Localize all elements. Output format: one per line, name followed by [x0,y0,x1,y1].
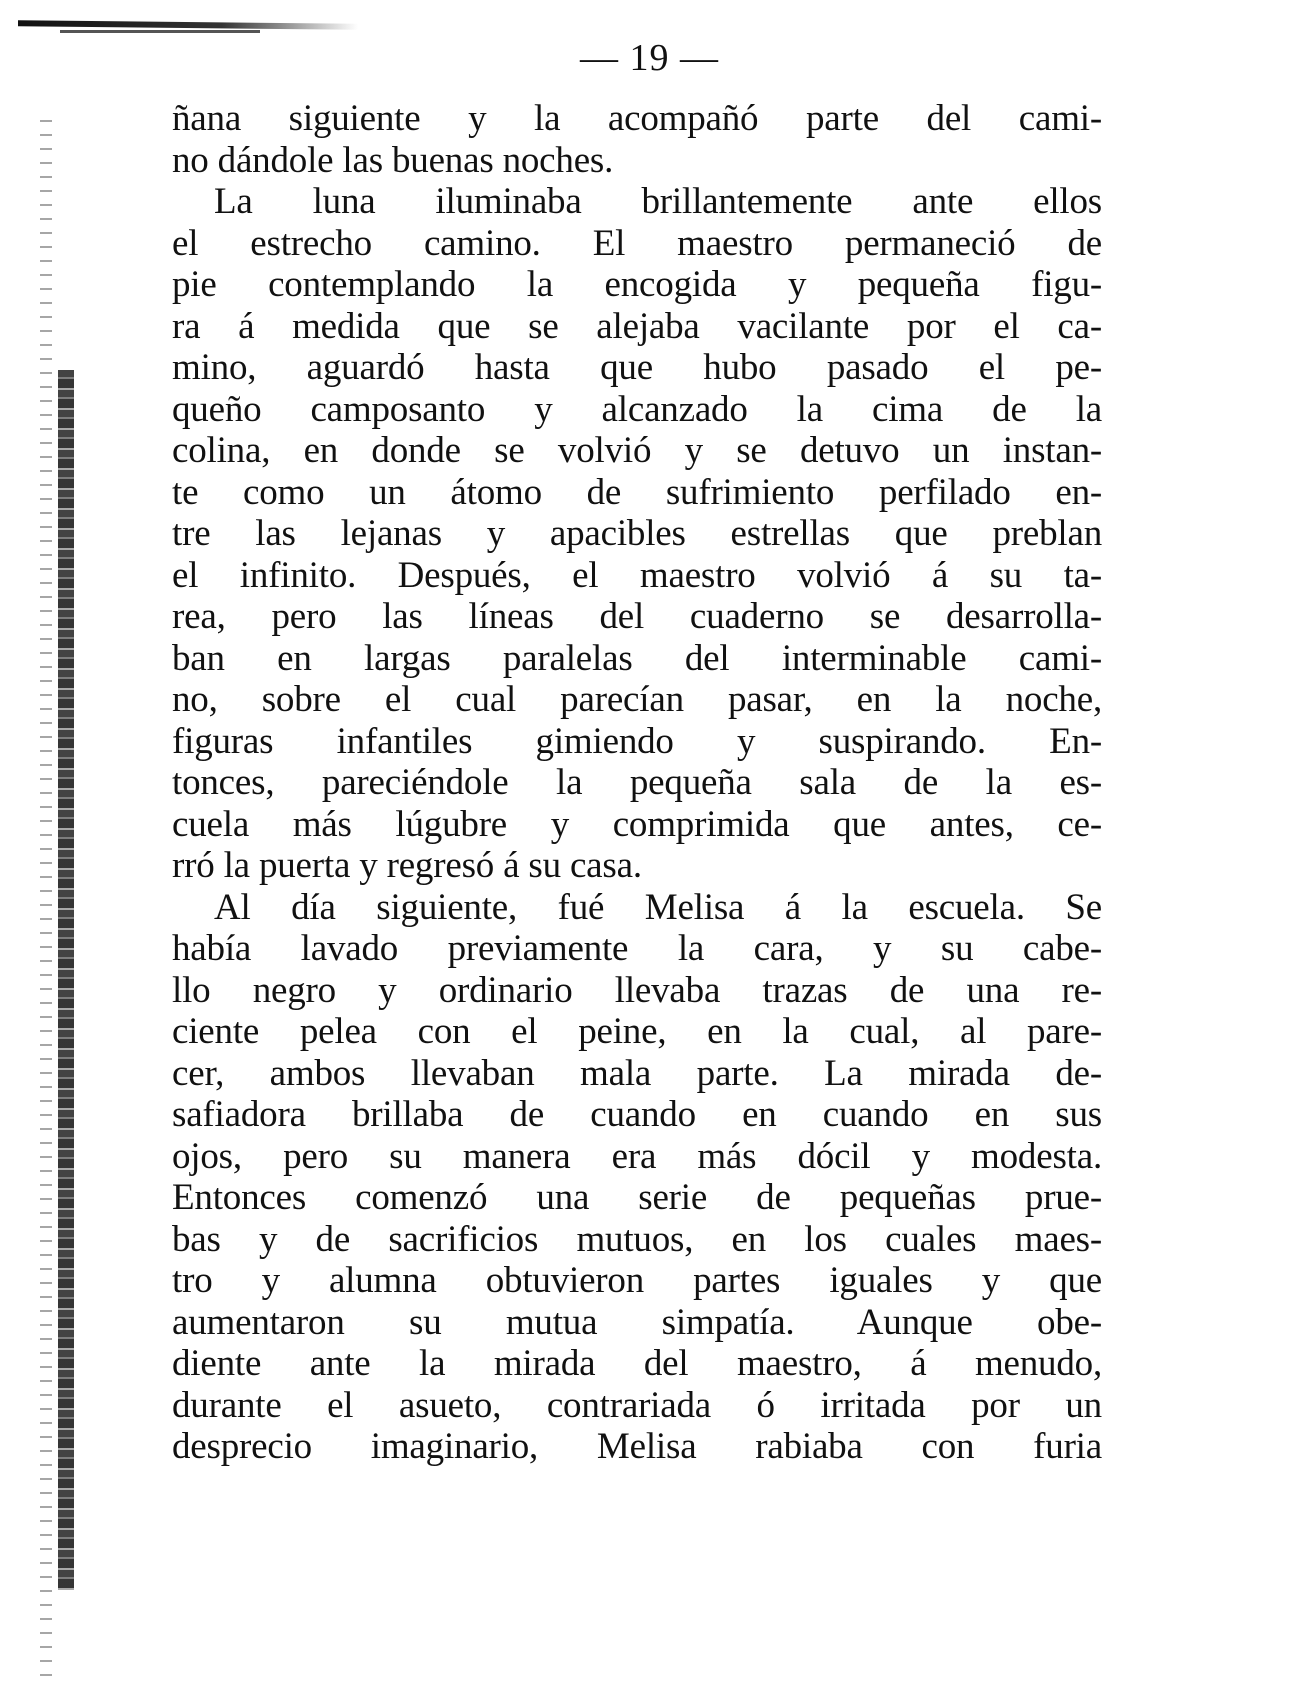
scan-edge-shadow-left [58,370,74,1590]
scan-edge-shadow-top [18,20,358,30]
text-line: ra á medida que se alejaba vacilante por el ca- [172,305,1102,347]
text-line: colina, en donde se volvió y se detuvo un instan- [172,430,1102,471]
text-line: bas y de sacrificios mutuos, en los cuales maes- [172,1218,1102,1260]
scan-edge-speckle-left [40,120,52,1680]
text-line: desprecio imaginario, Melisa rabiaba con furia [172,1426,1102,1467]
text-line: cuela más lúgubre y comprimida que antes, ce- [172,803,1102,845]
text-line: llo negro y ordinario llevaba trazas de una re- [172,969,1102,1011]
paragraph-first-line: La luna iluminaba brillantemente ante ellos [214,181,1102,222]
text-line: tre las lejanas y apacibles estrellas que preblan [172,513,1102,554]
text-line: ojos, pero su manera era más dócil y modesta. [172,1135,1102,1177]
text-line: rea, pero las líneas del cuaderno se desarrolla- [172,596,1102,637]
scan-edge-shadow-top-inner [60,30,260,33]
text-line: aumentaron su mutua simpatía. Aunque obe- [172,1301,1102,1343]
text-line: Entonces comenzó una serie de pequeñas prue- [172,1177,1102,1218]
text-line: safiadora brillaba de cuando en cuando en sus [172,1094,1102,1135]
text-line: mino, aguardó hasta que hubo pasado el pe- [172,347,1102,388]
text-line: durante el asueto, contrariada ó irritada por un [172,1384,1102,1426]
text-line: tonces, pareciéndole la pequeña sala de la es- [172,762,1102,803]
paragraph-first-line: Al día siguiente, fué Melisa á la escuela. Se [214,886,1102,928]
text-line: figuras infantiles gimiendo y suspirando. En- [172,720,1102,762]
text-line: diente ante la mirada del maestro, á menudo, [172,1343,1102,1384]
text-line: rró la puerta y regresó á su casa. [172,845,642,886]
text-line: ban en largas paralelas del interminable cami- [172,637,1102,679]
text-line: pie contemplando la encogida y pequeña figu- [172,264,1102,305]
body-text [172,98,1102,1468]
text-line: te como un átomo de sufrimiento perfilado en- [172,471,1102,513]
text-line: tro y alumna obtuvieron partes iguales y que [172,1260,1102,1301]
text-line: había lavado previamente la cara, y su cabe- [172,928,1102,969]
text-line: no, sobre el cual parecían pasar, en la noche, [172,679,1102,720]
text-line: cer, ambos llevaban mala parte. La mirada de- [172,1052,1102,1094]
text-line: queño camposanto y alcanzado la cima de la [172,388,1102,430]
text-line: el infinito. Después, el maestro volvió á su ta- [172,554,1102,596]
text-line: ñana siguiente y la acompañó parte del cami- [172,98,1102,139]
page-number: — 19 — [580,37,719,79]
text-line: no dándole las buenas noches. [172,139,614,181]
text-line: el estrecho camino. El maestro permaneció de [172,222,1102,264]
text-line: ciente pelea con el peine, en la cual, al pare- [172,1011,1102,1052]
